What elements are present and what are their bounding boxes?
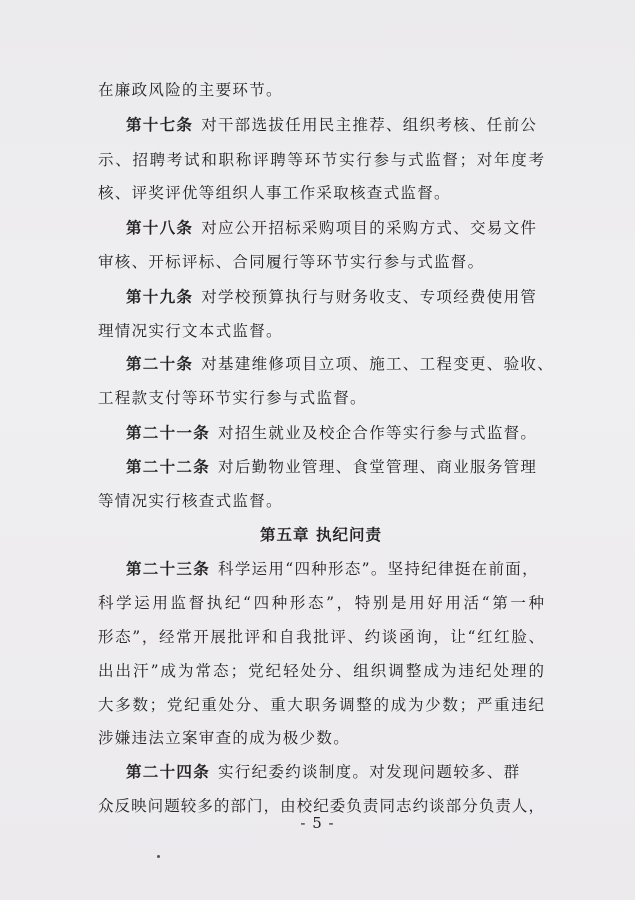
line-text: 实行纪委约谈制度。对发现问题较多、群 xyxy=(218,763,521,781)
text-line xyxy=(98,491,544,511)
scan-speck xyxy=(157,855,160,858)
page-number: - 5 - xyxy=(300,814,335,832)
text-line xyxy=(98,150,544,170)
line-text: 大多数；党纪重处分、重大职务调整的成为少数；严重违纪 xyxy=(98,696,544,714)
article-20 xyxy=(126,354,555,374)
text-line xyxy=(98,321,544,341)
line-text: 核、评奖评优等组织人事工作采取核查式监督。 xyxy=(98,184,451,202)
article-18 xyxy=(126,218,544,238)
text-line xyxy=(98,183,544,203)
line-text: 对干部选拔任用民主推荐、组织考核、任前公 xyxy=(201,116,538,134)
line-text: 等情况实行核查式监督。 xyxy=(98,492,283,510)
line-text: 科学运用“四种形态”。坚持纪律挺在前面， xyxy=(218,560,539,578)
line-text: 涉嫌违法立案审查的成为极少数。 xyxy=(98,729,351,747)
article-17 xyxy=(126,115,544,135)
line-text: 对招生就业及校企合作等实行参与式监督。 xyxy=(218,424,538,442)
text-line xyxy=(98,661,544,681)
article-24 xyxy=(126,762,544,782)
line-text: 形态”，经常开展批评和自我批评、约谈函询，让“红红脸、 xyxy=(98,628,544,646)
line-text: 在廉政风险的主要环节。 xyxy=(98,81,283,99)
line-text: 对应公开招标采购项目的采购方式、交易文件 xyxy=(201,219,538,237)
line-text: 对后勤物业管理、食堂管理、商业服务管理 xyxy=(218,458,538,476)
text-line xyxy=(98,80,544,100)
article-19 xyxy=(126,287,544,307)
line-text: 出出汗”成为常态；党纪轻处分、组织调整成为违纪处理的 xyxy=(98,662,544,680)
article-label: 第二十一条 xyxy=(126,424,211,442)
article-23 xyxy=(126,559,544,579)
line-text: 示、招聘考试和职称评聘等环节实行参与式监督；对年度考 xyxy=(98,151,544,169)
article-label: 第二十二条 xyxy=(126,458,211,476)
text-line xyxy=(98,695,544,715)
article-label: 第十八条 xyxy=(126,219,194,237)
line-text: 众反映问题较多的部门，由校纪委负责同志约谈部分负责人， xyxy=(98,797,544,815)
text-line xyxy=(98,252,544,272)
line-text: 审核、开标评标、合同履行等环节实行参与式监督。 xyxy=(98,253,485,271)
article-label: 第二十三条 xyxy=(126,560,211,578)
text-line xyxy=(98,388,544,408)
line-text: 理情况实行文本式监督。 xyxy=(98,322,283,340)
article-label: 第十七条 xyxy=(126,116,194,134)
article-label: 第二十条 xyxy=(126,355,194,373)
article-label: 第二十四条 xyxy=(126,763,211,781)
line-text: 工程款支付等环节实行参与式监督。 xyxy=(98,389,367,407)
text-line xyxy=(98,593,544,613)
text-line xyxy=(98,728,544,748)
article-21 xyxy=(126,423,544,443)
line-text: 对学校预算执行与财务收支、专项经费使用管 xyxy=(201,288,538,306)
text-line xyxy=(98,796,544,816)
chapter-heading: 第五章 执纪问责 xyxy=(260,526,382,544)
line-text: 科学运用监督执纪“四种形态”，特别是用好用活“第一种 xyxy=(98,594,544,612)
article-label: 第十九条 xyxy=(126,288,194,306)
text-line xyxy=(98,627,544,647)
article-22 xyxy=(126,457,544,477)
line-text: 对基建维修项目立项、施工、工程变更、验收、 xyxy=(201,355,555,373)
